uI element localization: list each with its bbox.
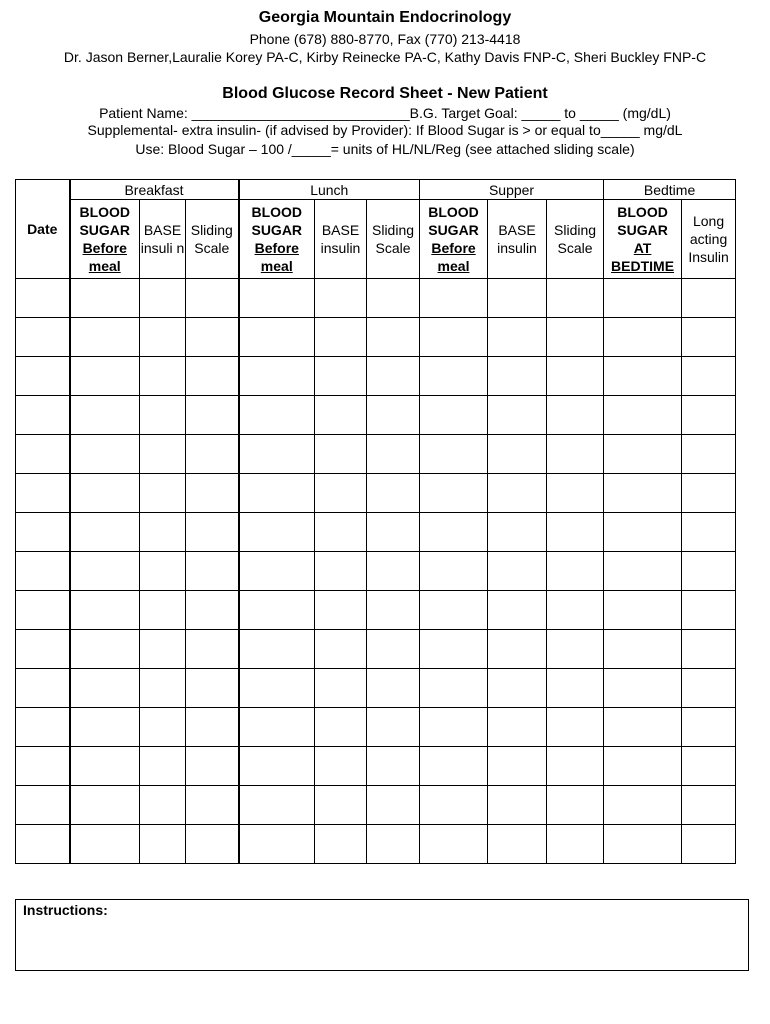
date-cell[interactable] (16, 435, 70, 474)
entry-cell[interactable] (239, 435, 315, 474)
entry-cell[interactable] (239, 786, 315, 825)
sheet-title: Blood Glucose Record Sheet - New Patient (222, 85, 548, 102)
date-cell[interactable] (16, 396, 70, 435)
entry-cell[interactable] (239, 552, 315, 591)
entry-cell[interactable] (315, 669, 367, 708)
entry-cell[interactable] (239, 591, 315, 630)
date-cell[interactable] (16, 513, 70, 552)
entry-cell[interactable] (682, 630, 736, 669)
date-header: Date (16, 180, 70, 279)
date-cell[interactable] (16, 591, 70, 630)
entry-cell[interactable] (420, 279, 488, 318)
entry-cell[interactable] (70, 474, 140, 513)
lunch-base-insulin-header: BASE insulin (315, 200, 367, 279)
entry-cell[interactable] (420, 318, 488, 357)
blood-sugar-label: BLOOD SUGAR (617, 204, 668, 238)
entry-cell[interactable] (488, 591, 547, 630)
blood-sugar-label: BLOOD SUGAR (79, 204, 131, 238)
entry-cell[interactable] (140, 513, 186, 552)
entry-cell[interactable] (239, 513, 315, 552)
table-row (16, 669, 736, 708)
entry-cell[interactable] (315, 591, 367, 630)
date-cell[interactable] (16, 474, 70, 513)
entry-cell[interactable] (70, 357, 140, 396)
entry-cell[interactable] (239, 396, 315, 435)
entry-cell[interactable] (186, 279, 239, 318)
entry-cell[interactable] (682, 825, 736, 864)
entry-cell[interactable] (547, 357, 604, 396)
entry-cell[interactable] (604, 279, 682, 318)
date-cell[interactable] (16, 357, 70, 396)
table-row (16, 279, 736, 318)
entry-cell[interactable] (140, 747, 186, 786)
table-row (16, 435, 736, 474)
entry-cell[interactable] (70, 318, 140, 357)
entry-cell[interactable] (488, 630, 547, 669)
providers-list: Dr. Jason Berner,Lauralie Korey PA-C, Kirby Reinecke PA-C, Kathy Davis FNP-C, Sheri Buckley FNP-C (63, 49, 707, 65)
entry-cell[interactable] (367, 513, 420, 552)
entry-cell[interactable] (682, 552, 736, 591)
entry-cell[interactable] (547, 786, 604, 825)
entry-cell[interactable] (547, 513, 604, 552)
entry-cell[interactable] (547, 825, 604, 864)
entry-cell[interactable] (315, 513, 367, 552)
entry-cell[interactable] (367, 435, 420, 474)
entry-cell[interactable] (70, 786, 140, 825)
entry-cell[interactable] (186, 474, 239, 513)
date-cell[interactable] (16, 669, 70, 708)
entry-cell[interactable] (547, 318, 604, 357)
entry-cell[interactable] (186, 630, 239, 669)
entry-cell[interactable] (488, 669, 547, 708)
entry-cell[interactable] (367, 630, 420, 669)
table-row (16, 318, 736, 357)
entry-cell[interactable] (315, 435, 367, 474)
table-row (16, 708, 736, 747)
entry-cell[interactable] (488, 318, 547, 357)
entry-cell[interactable] (239, 318, 315, 357)
bedtime-header: Bedtime (604, 180, 736, 200)
entry-cell[interactable] (186, 825, 239, 864)
entry-cell[interactable] (186, 708, 239, 747)
breakfast-blood-sugar-header (70, 200, 140, 279)
entry-cell[interactable] (604, 513, 682, 552)
entry-cell[interactable] (547, 630, 604, 669)
entry-cell[interactable] (488, 474, 547, 513)
entry-cell[interactable] (604, 396, 682, 435)
entry-cell[interactable] (604, 708, 682, 747)
entry-cell[interactable] (367, 591, 420, 630)
entry-cell[interactable] (420, 708, 488, 747)
entry-cell[interactable] (488, 786, 547, 825)
entry-cell[interactable] (488, 396, 547, 435)
table-row (16, 786, 736, 825)
clinic-name: Georgia Mountain Endocrinology (258, 9, 512, 26)
entry-cell[interactable] (604, 591, 682, 630)
entry-cell[interactable] (70, 396, 140, 435)
entry-cell[interactable] (420, 474, 488, 513)
entry-cell[interactable] (315, 318, 367, 357)
phone-fax: Phone (678) 880-8770, Fax (770) 213-4418 (249, 31, 521, 47)
entry-cell[interactable] (682, 396, 736, 435)
entry-cell[interactable] (547, 435, 604, 474)
table-row (16, 825, 736, 864)
entry-cell[interactable] (420, 513, 488, 552)
instructions-label: Instructions: (23, 902, 108, 918)
entry-cell[interactable] (186, 552, 239, 591)
entry-cell[interactable] (140, 552, 186, 591)
entry-cell[interactable] (367, 825, 420, 864)
entry-cell[interactable] (70, 435, 140, 474)
entry-cell[interactable] (186, 786, 239, 825)
entry-cell[interactable] (315, 747, 367, 786)
breakfast-header: Breakfast (70, 180, 239, 200)
entry-cell[interactable] (186, 396, 239, 435)
entry-cell[interactable] (682, 591, 736, 630)
entry-cell[interactable] (682, 669, 736, 708)
entry-cell[interactable] (140, 318, 186, 357)
date-cell[interactable] (16, 630, 70, 669)
entry-cell[interactable] (604, 318, 682, 357)
entry-cell[interactable] (367, 318, 420, 357)
entry-cell[interactable] (682, 474, 736, 513)
entry-cell[interactable] (547, 669, 604, 708)
supper-sliding-scale-header: Sliding Scale (547, 200, 604, 279)
breakfast-sliding-scale-header: Sliding Scale (186, 200, 239, 279)
entry-cell[interactable] (367, 396, 420, 435)
lunch-sliding-scale-header: Sliding Scale (367, 200, 420, 279)
date-cell[interactable] (16, 552, 70, 591)
entry-cell[interactable] (186, 435, 239, 474)
entry-cell[interactable] (239, 630, 315, 669)
entry-cell[interactable] (315, 279, 367, 318)
long-acting-insulin-header: Long acting Insulin (682, 200, 736, 279)
supper-header: Supper (420, 180, 604, 200)
date-cell[interactable] (16, 279, 70, 318)
entry-cell[interactable] (488, 552, 547, 591)
entry-cell[interactable] (239, 825, 315, 864)
entry-cell[interactable] (70, 747, 140, 786)
entry-cell[interactable] (367, 474, 420, 513)
entry-cell[interactable] (488, 825, 547, 864)
breakfast-base-insulin-header: BASE insuli n (140, 200, 186, 279)
entry-cell[interactable] (140, 630, 186, 669)
date-cell[interactable] (16, 318, 70, 357)
entry-cell[interactable] (140, 396, 186, 435)
entry-cell[interactable] (315, 357, 367, 396)
entry-cell[interactable] (70, 552, 140, 591)
entry-cell[interactable] (315, 708, 367, 747)
date-cell[interactable] (16, 825, 70, 864)
entry-cell[interactable] (367, 552, 420, 591)
entry-cell[interactable] (547, 747, 604, 786)
entry-cell[interactable] (420, 747, 488, 786)
supper-base-insulin-header: BASE insulin (488, 200, 547, 279)
entry-cell[interactable] (140, 825, 186, 864)
entry-cell[interactable] (70, 279, 140, 318)
table-row (16, 396, 736, 435)
entry-cell[interactable] (140, 591, 186, 630)
entry-cell[interactable] (367, 747, 420, 786)
entry-cell[interactable] (140, 786, 186, 825)
entry-cell[interactable] (682, 708, 736, 747)
entry-cell[interactable] (367, 708, 420, 747)
entry-cell[interactable] (186, 357, 239, 396)
lunch-blood-sugar-header (239, 200, 315, 279)
entry-cell[interactable] (140, 669, 186, 708)
entry-cell[interactable] (70, 630, 140, 669)
entry-cell[interactable] (682, 357, 736, 396)
entry-cell[interactable] (239, 708, 315, 747)
entry-cell[interactable] (682, 747, 736, 786)
entry-cell[interactable] (140, 474, 186, 513)
entry-cell[interactable] (682, 318, 736, 357)
entry-cell[interactable] (140, 435, 186, 474)
entry-cell[interactable] (604, 474, 682, 513)
entry-cell[interactable] (488, 435, 547, 474)
entry-cell[interactable] (367, 786, 420, 825)
glucose-record-table (15, 179, 736, 864)
table-row (16, 630, 736, 669)
entry-cell[interactable] (420, 630, 488, 669)
entry-cell[interactable] (315, 552, 367, 591)
before-meal-label: Before meal (82, 240, 127, 274)
entry-cell[interactable] (420, 591, 488, 630)
entry-cell[interactable] (604, 669, 682, 708)
entry-cell[interactable] (367, 669, 420, 708)
date-cell[interactable] (16, 747, 70, 786)
entry-cell[interactable] (420, 396, 488, 435)
before-meal-label: Before meal (431, 240, 476, 274)
entry-cell[interactable] (547, 591, 604, 630)
entry-cell[interactable] (70, 513, 140, 552)
entry-cell[interactable] (420, 786, 488, 825)
table-row (16, 552, 736, 591)
blood-sugar-label: BLOOD SUGAR (428, 204, 479, 238)
entry-cell[interactable] (367, 279, 420, 318)
entry-cell[interactable] (186, 318, 239, 357)
entry-cell[interactable] (547, 474, 604, 513)
entry-cell[interactable] (604, 552, 682, 591)
supper-blood-sugar-header (420, 200, 488, 279)
at-bedtime-label: AT BEDTIME (611, 240, 675, 274)
table-row (16, 591, 736, 630)
entry-cell[interactable] (604, 630, 682, 669)
table-row (16, 357, 736, 396)
entry-cell[interactable] (604, 435, 682, 474)
entry-cell[interactable] (186, 591, 239, 630)
date-cell[interactable] (16, 708, 70, 747)
entry-cell[interactable] (488, 279, 547, 318)
before-meal-label: Before meal (254, 240, 299, 274)
entry-cell[interactable] (682, 513, 736, 552)
entry-cell[interactable] (239, 474, 315, 513)
entry-cell[interactable] (420, 435, 488, 474)
entry-cell[interactable] (488, 747, 547, 786)
entry-cell[interactable] (70, 825, 140, 864)
bedtime-blood-sugar-header (604, 200, 682, 279)
entry-cell[interactable] (140, 357, 186, 396)
date-cell[interactable] (16, 786, 70, 825)
entry-cell[interactable] (140, 279, 186, 318)
entry-cell[interactable] (420, 357, 488, 396)
entry-cell[interactable] (239, 279, 315, 318)
entry-cell[interactable] (239, 747, 315, 786)
entry-cell[interactable] (604, 825, 682, 864)
entry-cell[interactable] (682, 279, 736, 318)
entry-cell[interactable] (186, 669, 239, 708)
table-row (16, 747, 736, 786)
entry-cell[interactable] (420, 825, 488, 864)
entry-cell[interactable] (682, 435, 736, 474)
table-row (16, 513, 736, 552)
instructions-box (15, 899, 749, 971)
table-row (16, 474, 736, 513)
entry-cell[interactable] (547, 279, 604, 318)
entry-cell[interactable] (420, 669, 488, 708)
entry-cell[interactable] (367, 357, 420, 396)
entry-cell[interactable] (70, 669, 140, 708)
entry-cell[interactable] (140, 708, 186, 747)
entry-cell[interactable] (488, 357, 547, 396)
blood-sugar-label: BLOOD SUGAR (251, 204, 303, 238)
entry-cell[interactable] (186, 513, 239, 552)
entry-cell[interactable] (604, 747, 682, 786)
patient-name-line: Patient Name: ____________________________B.G. Target Goal: _____ to _____ (mg/dL) (99, 105, 671, 121)
entry-cell[interactable] (547, 552, 604, 591)
entry-cell[interactable] (604, 357, 682, 396)
entry-cell[interactable] (186, 747, 239, 786)
lunch-header: Lunch (239, 180, 420, 200)
entry-cell[interactable] (547, 396, 604, 435)
entry-cell[interactable] (315, 630, 367, 669)
entry-cell[interactable] (239, 669, 315, 708)
supplemental-insulin-line: Supplemental- extra insulin- (if advised by Provider): If Blood Sugar is > or equal to_____ mg/dL (87, 122, 683, 138)
entry-cell[interactable] (682, 786, 736, 825)
dosage-formula-line: Use: Blood Sugar – 100 /_____= units of HL/NL/Reg (see attached sliding scale) (135, 141, 635, 157)
entry-cell[interactable] (315, 396, 367, 435)
entry-cell[interactable] (315, 786, 367, 825)
entry-cell[interactable] (604, 786, 682, 825)
entry-cell[interactable] (547, 708, 604, 747)
entry-cell[interactable] (315, 474, 367, 513)
record-rows (16, 279, 736, 864)
entry-cell[interactable] (239, 357, 315, 396)
entry-cell[interactable] (315, 825, 367, 864)
entry-cell[interactable] (70, 591, 140, 630)
entry-cell[interactable] (488, 708, 547, 747)
entry-cell[interactable] (420, 552, 488, 591)
entry-cell[interactable] (70, 708, 140, 747)
entry-cell[interactable] (488, 513, 547, 552)
